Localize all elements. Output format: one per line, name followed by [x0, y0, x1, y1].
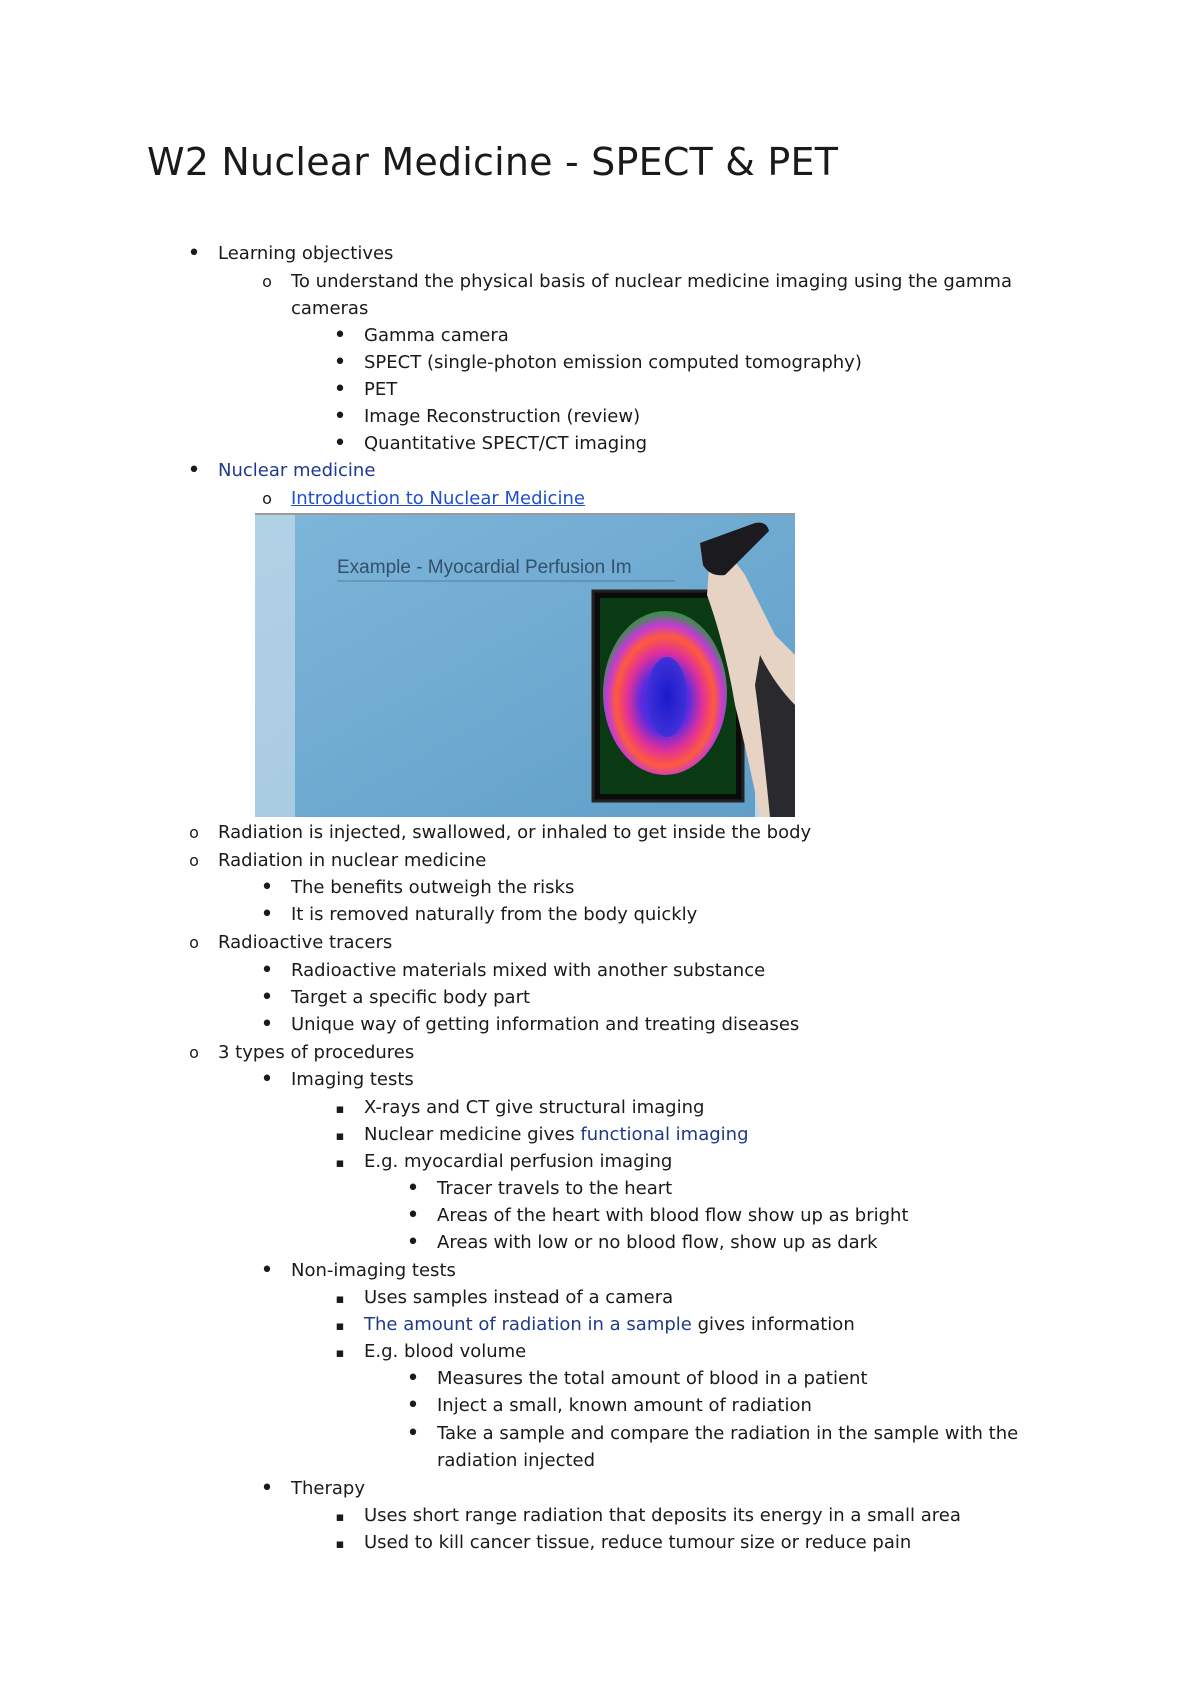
bullet-icon	[330, 1124, 350, 1148]
bullet-icon	[184, 850, 204, 872]
list-item: • The benefits outweigh the risks	[291, 877, 574, 899]
list-item: • Inject a small, known amount of radiation	[437, 1395, 812, 1417]
list-item: • Radioactive materials mixed with another substance	[291, 960, 765, 982]
bullet-icon	[184, 822, 204, 844]
list-item: • Unique way of getting information and treating diseases	[291, 1014, 799, 1036]
slide-title: Example - Myocardial Perfusion Im	[337, 557, 632, 578]
list-item: ▪ E.g. myocardial perfusion imaging	[364, 1151, 672, 1173]
list-item	[291, 488, 585, 510]
list-item: ▪ E.g. blood volume	[364, 1341, 526, 1363]
bullet-icon	[330, 352, 350, 375]
list-item: • PET	[364, 379, 397, 401]
list-item: • Gamma camera	[364, 325, 509, 347]
list-item: o To understand the physical basis of nuclear medicine imaging using the gamma	[291, 271, 1012, 293]
bullet-icon	[403, 1232, 423, 1255]
list-item: • Quantitative SPECT/CT imaging	[364, 433, 647, 455]
perfusion-cavity	[647, 657, 687, 737]
list-item: o Radiation in nuclear medicine	[218, 850, 486, 872]
list-item: • SPECT (single-photon emission computed tomography)	[364, 352, 862, 374]
video-thumbnail[interactable]	[255, 513, 795, 817]
list-item: o 3 types of procedures	[218, 1042, 414, 1064]
bullet-icon	[403, 1395, 423, 1418]
list-item-continuation: cameras	[291, 298, 369, 319]
bullet-icon	[257, 271, 277, 293]
bullet-icon	[330, 1151, 350, 1175]
list-item: • Tracer travels to the heart	[437, 1178, 672, 1200]
list-item: • Take a sample and compare the radiation in the sample with the	[437, 1423, 1018, 1445]
bullet-icon	[330, 406, 350, 429]
list-item: • Areas of the heart with blood flow show up as bright	[437, 1205, 909, 1227]
video-frame	[255, 515, 795, 817]
bullet-icon	[330, 379, 350, 402]
bullet-icon	[403, 1178, 423, 1201]
bullet-icon	[330, 1341, 350, 1365]
bullet-icon	[403, 1368, 423, 1391]
bullet-icon	[184, 460, 204, 483]
page-title: W2 Nuclear Medicine - SPECT & PET	[147, 140, 839, 184]
bullet-icon	[257, 960, 277, 983]
bullet-icon	[330, 325, 350, 348]
bullet-icon	[330, 433, 350, 456]
bullet-icon	[257, 1260, 277, 1283]
list-item: ▪ Uses short range radiation that deposits its energy in a small area	[364, 1505, 961, 1527]
bullet-icon	[257, 1069, 277, 1092]
bullet-icon	[257, 488, 277, 510]
list-item: ▪ Used to kill cancer tissue, reduce tumour size or reduce pain	[364, 1532, 911, 1554]
bullet-icon	[257, 1478, 277, 1501]
bullet-icon	[184, 1042, 204, 1064]
slide-edge	[255, 515, 295, 817]
list-item: • Non-imaging tests	[291, 1260, 456, 1282]
list-item: o Radiation is injected, swallowed, or inhaled to get inside the body	[218, 822, 811, 844]
list-item: ▪ Uses samples instead of a camera	[364, 1287, 673, 1309]
list-item: o Radioactive tracers	[218, 932, 392, 954]
bullet-icon	[257, 987, 277, 1010]
list-item: ▪ Nuclear medicine gives functional imaging	[364, 1124, 749, 1146]
bullet-icon	[330, 1097, 350, 1121]
bullet-icon	[330, 1532, 350, 1556]
bullet-icon	[184, 932, 204, 954]
bullet-icon	[257, 1014, 277, 1037]
bullet-icon	[184, 243, 204, 266]
bullet-icon	[257, 877, 277, 900]
intro-nuclear-medicine-link[interactable]: Introduction to Nuclear Medicine	[291, 488, 585, 509]
list-item: ▪ X-rays and CT give structural imaging	[364, 1097, 704, 1119]
list-item: ▪ The amount of radiation in a sample gives information	[364, 1314, 855, 1336]
bullet-icon	[330, 1287, 350, 1311]
bullet-icon	[257, 904, 277, 927]
list-item: • Measures the total amount of blood in a patient	[437, 1368, 868, 1390]
list-item: • Areas with low or no blood flow, show up as dark	[437, 1232, 878, 1254]
list-item: • Nuclear medicine	[218, 460, 375, 482]
bullet-icon	[403, 1423, 423, 1446]
bullet-icon	[403, 1205, 423, 1228]
list-item: • Therapy	[291, 1478, 365, 1500]
list-item: • Imaging tests	[291, 1069, 414, 1091]
bullet-icon	[330, 1314, 350, 1338]
list-item: • Image Reconstruction (review)	[364, 406, 640, 428]
list-item-continuation: radiation injected	[437, 1450, 596, 1471]
bullet-icon	[330, 1505, 350, 1529]
list-item: • Learning objectives	[218, 243, 393, 265]
list-item: • Target a specific body part	[291, 987, 530, 1009]
list-item: • It is removed naturally from the body quickly	[291, 904, 697, 926]
